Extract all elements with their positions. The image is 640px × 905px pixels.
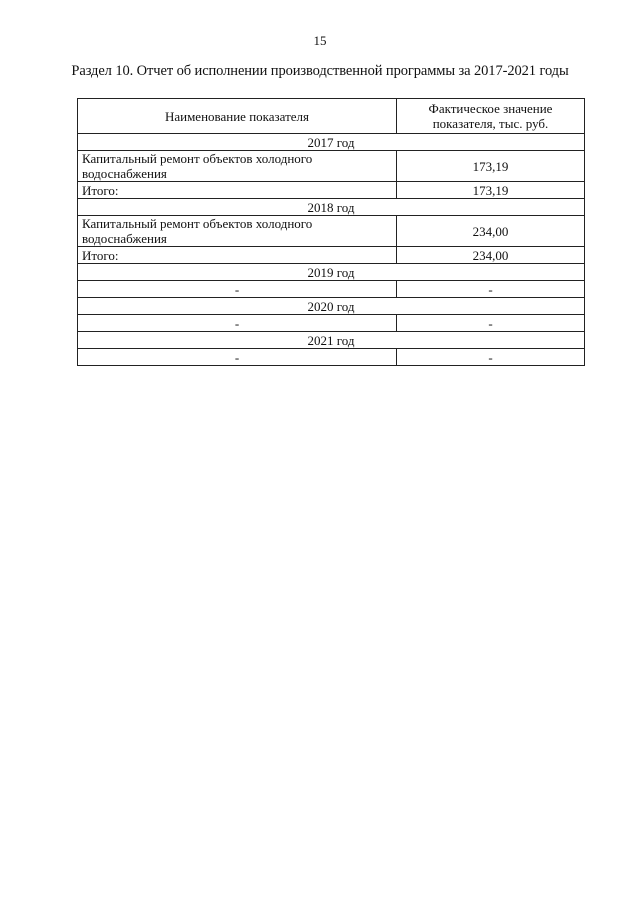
page-number: 15 (313, 33, 327, 48)
year-row-2021 (78, 332, 585, 349)
year-row-2019 (78, 264, 585, 281)
year-row-2017 (78, 134, 585, 151)
total-value: 173,19 (397, 182, 585, 199)
year-label: 2018 год (78, 199, 585, 216)
total-value: 234,00 (397, 247, 585, 264)
total-row (78, 247, 585, 264)
total-label: Итого: (78, 247, 397, 264)
indicator-name: - (78, 349, 397, 366)
indicator-value: - (397, 315, 585, 332)
indicator-value: 234,00 (397, 216, 585, 247)
year-label: 2017 год (78, 134, 585, 151)
indicator-value: 173,19 (397, 151, 585, 182)
report-table (77, 98, 585, 366)
indicator-value: - (397, 349, 585, 366)
indicator-value: - (397, 281, 585, 298)
total-label: Итого: (78, 182, 397, 199)
year-label: 2020 год (78, 298, 585, 315)
table-row (78, 151, 585, 182)
table-row (78, 216, 585, 247)
indicator-name: - (78, 315, 397, 332)
table-row (78, 349, 585, 366)
year-row-2018 (78, 199, 585, 216)
section-title: Раздел 10. Отчет об исполнении производственной программы за 2017-2021 годы (71, 63, 569, 79)
header-actual-value: Фактическое значение показателя, тыс. руб. (397, 99, 585, 134)
table-header-row (78, 99, 585, 134)
indicator-name: Капитальный ремонт объектов холодного водоснабжения (78, 216, 397, 247)
table-row (78, 315, 585, 332)
indicator-name: Капитальный ремонт объектов холодного водоснабжения (78, 151, 397, 182)
year-label: 2021 год (78, 332, 585, 349)
indicator-name: - (78, 281, 397, 298)
year-label: 2019 год (78, 264, 585, 281)
table-row (78, 281, 585, 298)
year-row-2020 (78, 298, 585, 315)
header-indicator-name: Наименование показателя (78, 99, 397, 134)
total-row (78, 182, 585, 199)
